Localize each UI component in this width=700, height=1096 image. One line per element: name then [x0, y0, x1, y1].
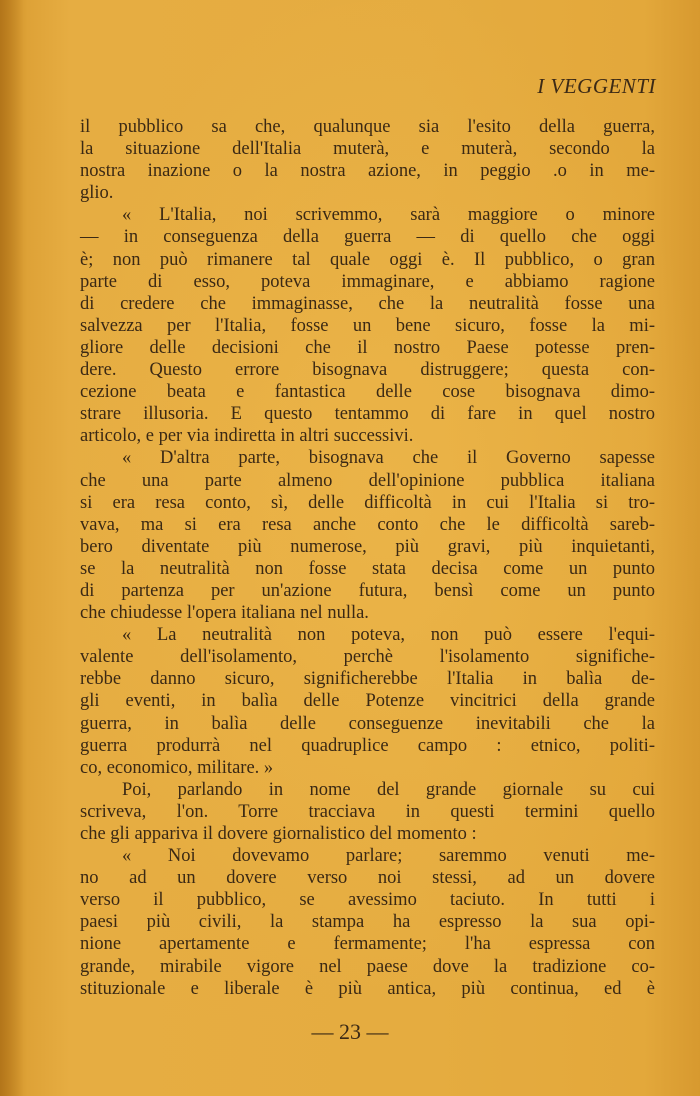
text-line: vava, ma si era resa anche conto che le difficoltà sareb-	[80, 514, 655, 535]
text-line: — in conseguenza della guerra — di quello che oggi	[80, 227, 655, 248]
text-line: « L'Italia, noi scrivemmo, sarà maggiore o minore	[122, 205, 655, 226]
text-line: di partenza per un'azione futura, bensì come un punto	[80, 580, 655, 601]
text-line: scriveva, l'on. Torre tracciava in questi termini quello	[80, 801, 655, 822]
text-line: che gli appariva il dovere giornalistico del momento :	[80, 824, 477, 844]
text-line: nostra inazione o la nostra azione, in peggio .o in me-	[80, 161, 655, 182]
text-line: verso il pubblico, se avessimo taciuto. In tutti i	[80, 890, 655, 911]
body-text	[80, 116, 655, 1000]
text-line: che chiudesse l'opera italiana nel nulla.	[80, 603, 369, 624]
text-line: co, economico, militare. »	[80, 757, 274, 778]
text-line: gli eventi, in balìa delle Potenze vincitrici della grande	[80, 691, 655, 712]
text-line: valente dell'isolamento, perchè l'isolamento significhe-	[80, 647, 655, 668]
text-line: è; non può rimanere tal quale oggi è. Il pubblico, o gran	[80, 249, 655, 270]
page-number: — 23 —	[311, 1019, 389, 1044]
text-line: la situazione dell'Italia muterà, e muterà, secondo la	[80, 139, 655, 160]
text-line: guerra, in balìa delle conseguenze inevitabili che la	[80, 713, 655, 734]
text-line: gliore delle decisioni che il nostro Paese potesse pren-	[80, 337, 655, 358]
text-line: di credere che immaginasse, che la neutralità fosse una	[80, 293, 655, 314]
text-line: grande, mirabile vigore nel paese dove la tradizione co-	[80, 956, 655, 977]
text-line: se la neutralità non fosse stata decisa come un punto	[80, 558, 655, 579]
text-line: no ad un dovere verso noi stessi, ad un dovere	[80, 868, 655, 889]
running-head: I VEGGENTI	[537, 74, 656, 98]
text-line: « Noi dovevamo parlare; saremmo venuti me-	[122, 846, 655, 867]
text-line: strare illusoria. E questo tentammo di fare in quel nostro	[80, 404, 655, 425]
text-line: articolo, e per via indiretta in altri successivi.	[80, 426, 414, 447]
text-line: il pubblico sa che, qualunque sia l'esito della guerra,	[80, 117, 655, 137]
text-line: cezione beata e fantastica delle cose bisognava dimo-	[80, 382, 655, 403]
text-line: stituzionale e liberale è più antica, più continua, ed è	[80, 978, 655, 999]
text-line: « La neutralità non poteva, non può essere l'equi-	[122, 625, 655, 646]
text-line: bero diventate più numerose, più gravi, più inquietanti,	[80, 536, 655, 557]
text-line: guerra produrrà nel quadruplice campo : etnico, politi-	[80, 735, 655, 756]
text-line: « D'altra parte, bisognava che il Governo sapesse	[122, 448, 655, 469]
text-line: salvezza per l'Italia, fosse un bene sicuro, fosse la mi-	[80, 315, 655, 336]
spine-shadow	[0, 0, 24, 1096]
text-line: dere. Questo errore bisognava distruggere; questa con-	[80, 360, 655, 381]
text-line: rebbe danno sicuro, significherebbe l'Italia in balìa de-	[80, 669, 655, 690]
text-line: parte di esso, poteva immaginare, e abbiamo ragione	[80, 271, 655, 292]
text-line: nione apertamente e fermamente; l'ha espressa con	[80, 934, 655, 955]
text-line: glio.	[80, 183, 114, 204]
text-line: che una parte almeno dell'opinione pubblica italiana	[80, 470, 655, 491]
text-line: si era resa conto, sì, delle difficoltà in cui l'Italia si tro-	[80, 492, 655, 513]
text-line: paesi più civili, la stampa ha espresso la sua opi-	[80, 912, 655, 933]
text-line: Poi, parlando in nome del grande giornale su cui	[122, 779, 655, 800]
